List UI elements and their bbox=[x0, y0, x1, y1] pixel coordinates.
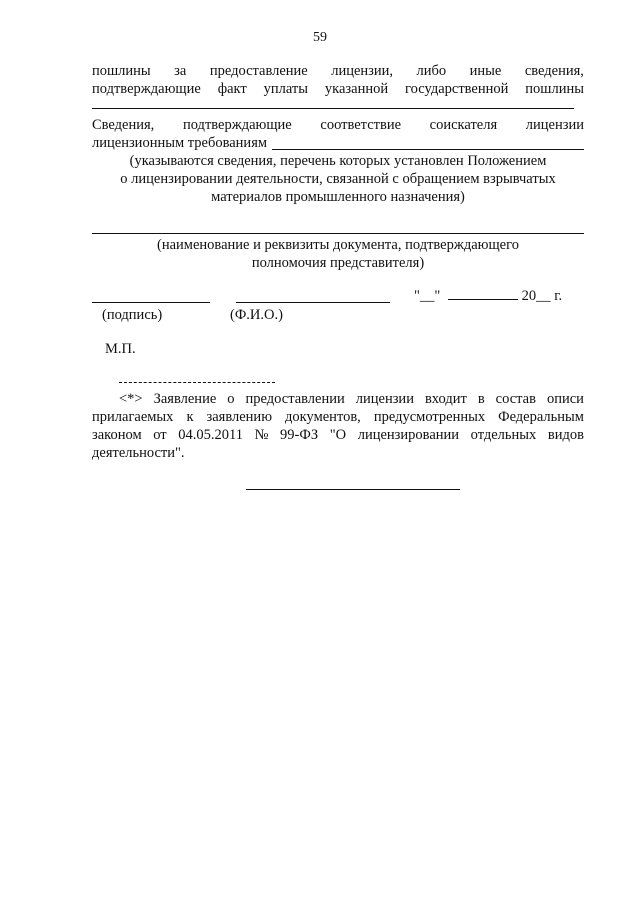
word: предоставление bbox=[209, 63, 308, 79]
full-name-label: (Ф.И.О.) bbox=[230, 307, 283, 323]
word: сведения, bbox=[524, 63, 584, 79]
word: состав bbox=[495, 391, 536, 407]
word: Сведения, bbox=[92, 117, 155, 133]
quote-close: " bbox=[434, 288, 441, 304]
signature-fill-line bbox=[92, 302, 210, 303]
word: 04.05.2011 bbox=[178, 427, 243, 443]
year-prefix: 20 bbox=[521, 288, 537, 304]
word: лицензии bbox=[355, 391, 414, 407]
quote-open: " bbox=[414, 288, 420, 304]
fee-paragraph-line-2 bbox=[92, 80, 584, 98]
document-end-rule bbox=[246, 489, 460, 490]
word: лицензировании bbox=[357, 427, 460, 443]
note-compliance-line-1: (указываются сведения, перечень которых установлен Положением bbox=[129, 153, 547, 169]
word: Заявление bbox=[153, 391, 217, 407]
word: к bbox=[186, 409, 194, 425]
fee-fill-line bbox=[92, 108, 574, 109]
word: прилагаемых bbox=[92, 409, 174, 425]
word: пошлины bbox=[92, 63, 151, 79]
word: описи bbox=[546, 391, 584, 407]
compliance-paragraph-line-1 bbox=[92, 116, 584, 134]
stamp-place-label: М.П. bbox=[105, 341, 136, 357]
word: либо bbox=[416, 63, 447, 79]
footnote-line-2 bbox=[92, 408, 584, 426]
note-compliance-line-3: материалов промышленного назначения) bbox=[211, 189, 465, 205]
compliance-label: лицензионным требованиям bbox=[92, 135, 268, 151]
month-blank bbox=[448, 287, 518, 300]
word: факт bbox=[217, 81, 247, 97]
word: подтверждающие bbox=[182, 117, 292, 133]
word: Федеральным bbox=[498, 409, 584, 425]
word: 99-ФЗ bbox=[280, 427, 319, 443]
note-compliance-line-2: о лицензировании деятельности, связанной с обращением взрывчатых bbox=[120, 171, 556, 187]
word: № bbox=[254, 427, 269, 443]
year-suffix: г. bbox=[550, 288, 563, 304]
footnote-marker: <*> bbox=[119, 391, 143, 407]
word: в bbox=[477, 391, 485, 407]
note-representative-line-2: полномочия представителя) bbox=[251, 255, 425, 271]
word: пошлины bbox=[525, 81, 584, 97]
word: подтверждающие bbox=[92, 81, 201, 97]
word: видов bbox=[547, 427, 584, 443]
word: за bbox=[174, 63, 187, 79]
word: соискателя bbox=[429, 117, 498, 133]
word: предусмотренных bbox=[373, 409, 486, 425]
footnote-separator bbox=[119, 382, 275, 383]
word: законом bbox=[92, 427, 142, 443]
word: лицензии, bbox=[331, 63, 394, 79]
date-field bbox=[414, 287, 562, 305]
word: "О bbox=[329, 427, 347, 443]
compliance-paragraph-line-2 bbox=[92, 134, 267, 152]
day-blank: __ bbox=[419, 288, 435, 304]
word: от bbox=[153, 427, 167, 443]
word: предоставлении bbox=[245, 391, 345, 407]
page-number: 59 bbox=[313, 30, 327, 45]
word: иные bbox=[469, 63, 502, 79]
representative-document-fill-line bbox=[92, 233, 584, 234]
word: документов, bbox=[285, 409, 361, 425]
footnote-line-1 bbox=[119, 390, 584, 408]
footnote-line-4: деятельности". bbox=[92, 445, 185, 461]
word: о bbox=[227, 391, 235, 407]
word: указанной bbox=[324, 81, 389, 97]
word: лицензии bbox=[525, 117, 584, 133]
word: уплаты bbox=[263, 81, 309, 97]
signature-label: (подпись) bbox=[102, 307, 163, 323]
fee-paragraph-line-1 bbox=[92, 62, 584, 80]
word: заявлению bbox=[206, 409, 273, 425]
note-representative-line-1: (наименование и реквизиты документа, подтверждающего bbox=[157, 237, 519, 253]
footnote-line-3 bbox=[92, 426, 584, 444]
year-blank: __ bbox=[536, 288, 551, 304]
compliance-fill-line bbox=[272, 149, 584, 150]
full-name-fill-line bbox=[236, 302, 390, 303]
word: государственной bbox=[405, 81, 509, 97]
word: отдельных bbox=[470, 427, 537, 443]
word: входит bbox=[424, 391, 467, 407]
word: соответствие bbox=[320, 117, 402, 133]
